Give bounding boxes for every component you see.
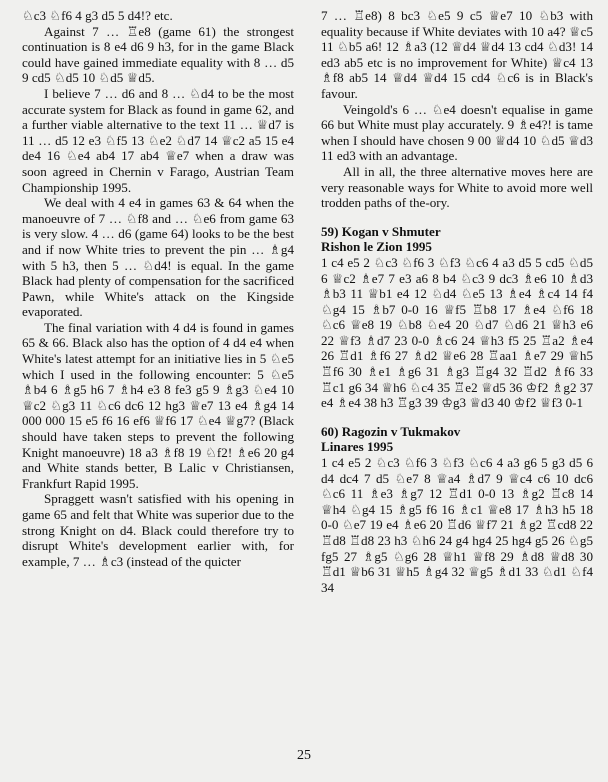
game-heading	[321, 424, 593, 455]
game-venue: Linares 1995	[321, 439, 394, 455]
paragraph: 7 … ♖e8) 8 bc3 ♘e5 9 c5 ♕e7 10 ♘b3 with equality because if White deviates with 10 a4? ♕c5 11 ♘b5 a6! 12 ♗a3 (12 ♕d4 ♕d4 13 cd4 ♘d3! 14 ed3 ab5 etc is no improvement for White) ♕c4 13 ♗f8 ab5 14 ♕d4 ♕d4 15 cd4 ♘c6 is in Black's favour.	[321, 8, 593, 101]
paragraph: The final variation with 4 d4 is found in games 65 & 66. Black also has the option of 4 d4 e4 when White's latest attempt for an initiative lies in 5 ♘e5 which I used in the following encounter: 5 ♘e5 ♗b4 6 ♗g5 h6 7 ♗h4 e3 8 fe3 g5 9 ♗g3 ♘e4 10 ♕c2 ♘g3 11 ♘c6 dc6 12 hg3 ♕e7 13 e4 ♗g4 14 000 000 15 e5 f6 16 ef6 ♕f6 17 ♘e4 ♕g7? (Black should have taken steps to prevent the following Knight manoeuvre) 18 a3 ♗f8 19 ♘f2! ♗e6 20 g4 and White stands better, B Lalic v Christiansen, Frankfurt Rapid 1995.	[22, 319, 294, 491]
paragraph: Against 7 … ♖e8 (game 61) the strongest continuation is 8 e4 d6 9 h3, for in the game Black could have gained immediate equality with 8 … d5 9 cd5 ♘d5 10 ♘d5 ♕d5.	[22, 23, 294, 86]
game-title: 60) Ragozin v Tukmakov	[321, 423, 461, 439]
game-moves: 1 c4 e5 2 ♘c3 ♘f6 3 ♘f3 ♘c6 4 a3 g6 5 g3 d5 6 d4 dc4 7 d5 ♘e7 8 ♕a4 ♗d7 9 ♕c4 c6 10 dc6 ♘c6 11 ♗e3 ♗g7 12 ♖d1 0-0 13 ♗g2 ♖c8 14 ♕h4 ♘g4 15 ♗g5 f6 16 ♗c1 ♕e8 17 ♗h3 h5 18 0-0 ♘e7 19 e4 ♗e6 20 ♖d6 ♕f7 21 ♗g2 ♖cd8 22 ♖d8 ♖d8 23 h3 ♘h6 24 g4 hg4 25 hg4 g5 26 ♘g5 fg5 27 ♗g5 ♘g6 28 ♕h1 ♕f8 29 ♗d8 ♕d8 30 ♖d1 ♕b6 31 ♕h5 ♗g4 32 ♕g5 ♗d1 33 ♘d1 ♘f4 34	[321, 455, 593, 595]
game-moves: 1 c4 e5 2 ♘c3 ♘f6 3 ♘f3 ♘c6 4 a3 d5 5 cd5 ♘d5 6 ♕c2 ♗e7 7 e3 a6 8 b4 ♘c3 9 dc3 ♗e6 10 ♗d3 ♗b3 11 ♕b1 e4 12 ♘d4 ♘e5 13 ♗e4 ♗c4 14 f4 ♘g4 15 ♗b7 0-0 16 ♕f5 ♖b8 17 ♗e4 ♘f6 18 ♘c6 ♕e8 19 ♘b8 ♘e4 20 ♘d7 ♘d6 21 ♕h3 e6 22 ♕f3 ♗d7 23 0-0 ♗c6 24 ♕h3 f5 25 ♖a2 ♗e4 26 ♖d1 ♗f6 27 ♗d2 ♕e6 28 ♖aa1 ♗e7 29 ♕h5 ♖f6 30 ♗e1 ♗g6 31 ♗g3 ♖g4 32 ♖d2 ♗f6 33 ♖c1 g6 34 ♕h6 ♘c4 35 ♖e2 ♕d5 36 ♔f2 ♗g2 37 e4 ♗e4 38 h3 ♖g3 39 ♔g3 ♕d3 40 ♔f2 ♕f3 0-1	[321, 254, 593, 411]
paragraph: We deal with 4 e4 in games 63 & 64 when the manoeuvre of 7 … ♘f8 and … ♘e6 from game 63 is very slow. 4 … d6 (game 64) looks to be the best and if now White tries to prevent the pin … ♗g4 with 5 h3, then 5 … ♘d4! is equal. In the game Black had plenty of compensation for the sacrificed Pawn, while White's attack on the Kingside evaporated.	[22, 195, 294, 320]
right-column	[321, 8, 593, 595]
game-heading	[321, 224, 593, 255]
paragraph: ♘c3 ♘f6 4 g3 d5 5 d4!? etc.	[22, 8, 173, 23]
paragraph: I believe 7 … d6 and 8 … ♘d4 to be the most accurate system for Black as found in game 62, and a further viable alternative to the text 11 … ♕d7 is 11 … d5 12 e3 ♘f5 13 ♘e2 ♘d7 14 ♕c2 a5 15 e4 de4 16 ♘e4 ab4 17 ab4 ♕e7 when a draw was soon agreed in Chernin v Farago, Austrian Team Championship 1995.	[22, 85, 294, 195]
paragraph: Veingold's 6 … ♘e4 doesn't equalise in game 66 but White must play accurately. 9 ♗e4?! is tame when I should have chosen 9 00 ♕d4 10 ♘d5 ♕d3 11 ed3 with an advantage.	[321, 101, 593, 164]
left-column	[22, 8, 294, 569]
page-number: 25	[297, 748, 311, 763]
paragraph: Spraggett wasn't satisfied with his opening in game 65 and felt that White was superior due to the strong Knight on d4. Black could therefore try to disrupt White's development earlier with, for example, 7 … ♗c3 (instead of the quicter	[22, 491, 294, 569]
game-venue: Rishon le Zion 1995	[321, 239, 432, 255]
game-title: 59) Kogan v Shmuter	[321, 223, 441, 239]
paragraph: All in all, the three alternative moves here are very reasonable ways for White to avoid more well trodden paths of the-ory.	[321, 163, 593, 211]
